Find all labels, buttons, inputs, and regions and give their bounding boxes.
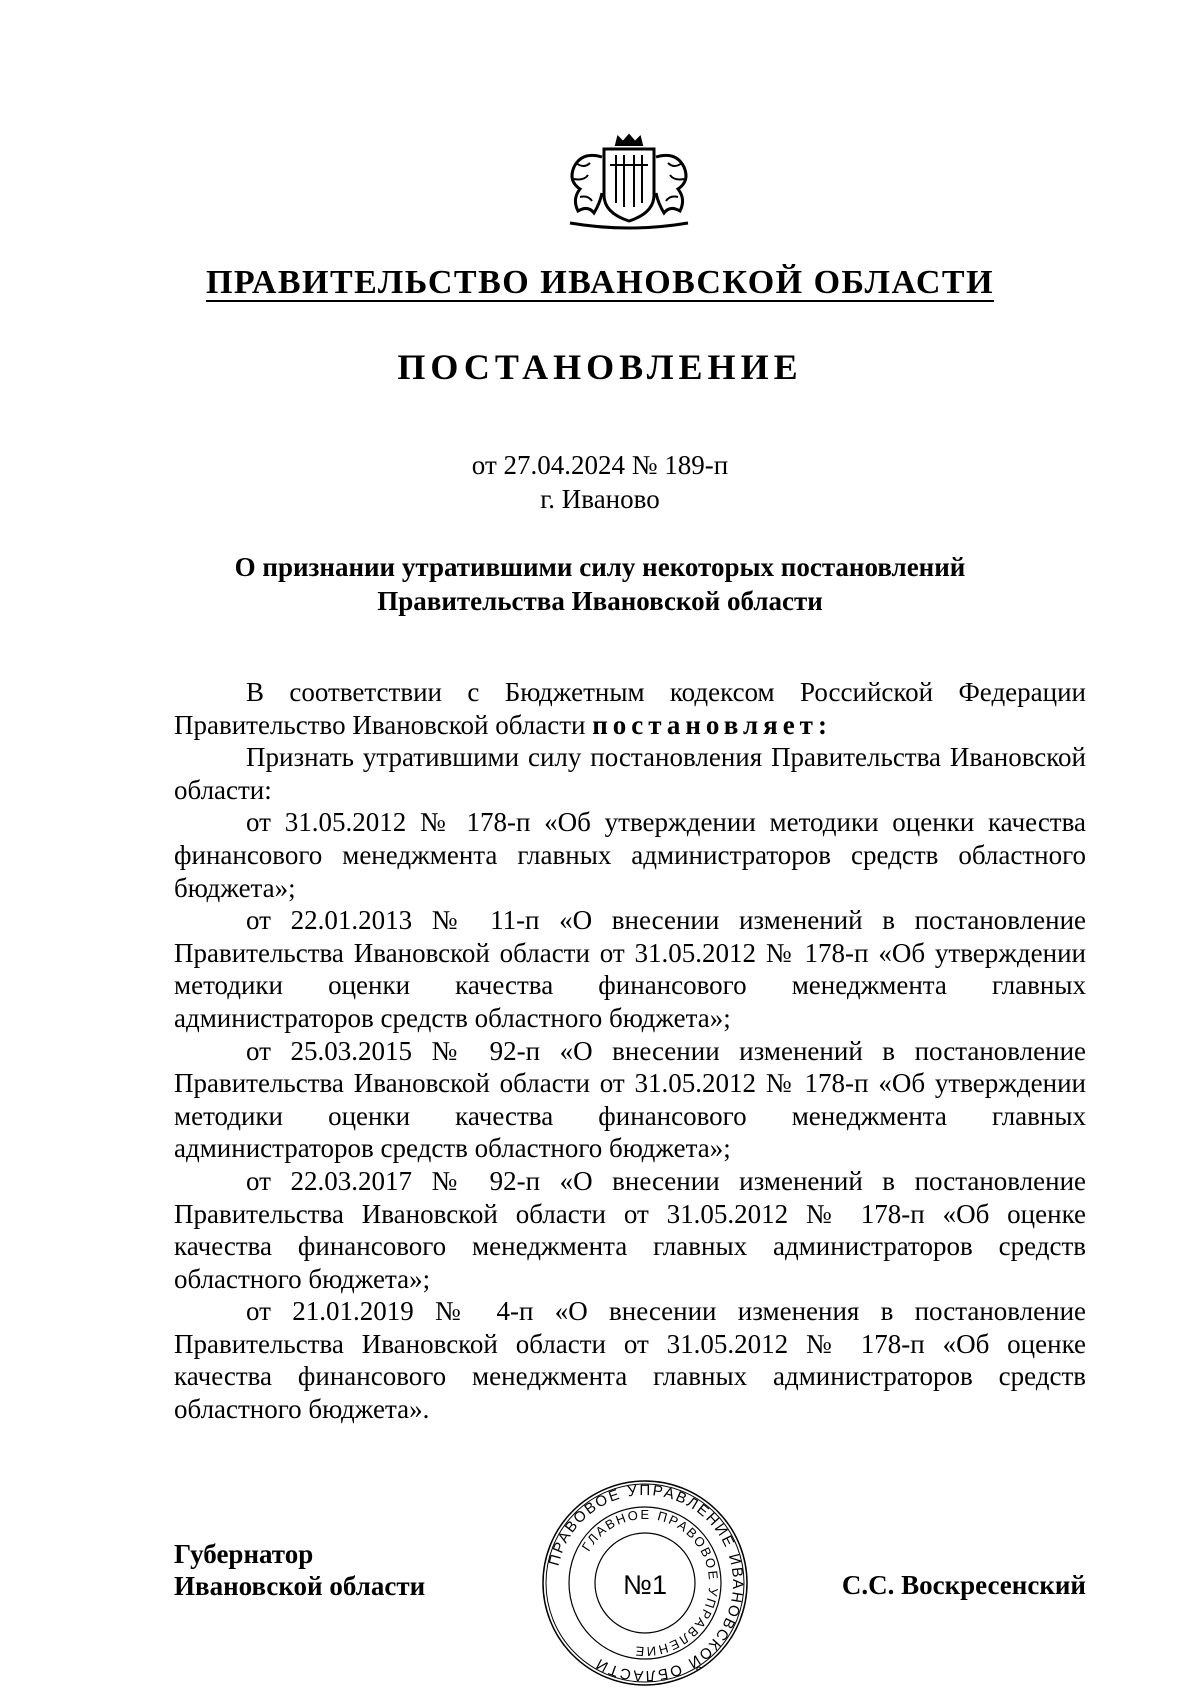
list-item: от 22.01.2013 № 11-п «О внесении изменений в постановление Правительства Ивановской области от 31.05.2012 № 178-п «Об утверждении методики оценки качества финансового менеджмента главных администраторов средств областного бюджета»; [174,905,1086,1033]
signatory-name: С.С. Воскресенский [841,1570,1086,1600]
list-item: от 31.05.2012 № 178-п «Об утверждении методики оценки качества финансового менеджмента главных администраторов средств областного бюджета»; [174,807,1086,903]
stamp-number: №1 [623,1570,667,1600]
document-subject [0,550,1200,618]
intro-paragraph [174,676,1086,741]
date-number: от 27.04.2024 № 189-п [471,450,729,480]
official-stamp [540,1478,750,1688]
stamp-inner-text: ГЛАВНОЕ ПРАВОВОЕ УПРАВЛЕНИЕ [578,1506,722,1660]
coat-of-arms-icon [560,133,698,233]
decision-paragraph: Признать утратившими силу постановления Правительства Ивановской области: [174,742,1086,805]
subject-line-1: О признании утратившими силу некоторых постановлений [234,552,966,582]
government-title: ПРАВИТЕЛЬСТВО ИВАНОВСКОЙ ОБЛАСТИ [205,264,995,301]
stamp-outer-text: ПРАВОВОЕ УПРАВЛЕНИЕ ИВАНОВСКОЙ ОБЛАСТИ [545,1481,747,1685]
position-line-2: Ивановской области [174,1571,426,1601]
list-item: от 22.03.2017 № 92-п «О внесении изменений в постановление Правительства Ивановской области от 31.05.2012 № 178-п «Об оценке качества финансового менеджмента главных администраторов средств областного бюджета»; [174,1165,1086,1294]
document-type: ПОСТАНОВЛЕНИЕ [397,347,803,387]
subject-line-2: Правительства Ивановской области [377,586,823,616]
position-line-1: Губернатор [174,1539,314,1569]
resolves-word: постановляет: [592,709,832,740]
city: г. Иваново [540,484,660,514]
list-item: от 21.01.2019 № 4-п «О внесении изменения в постановление Правительства Ивановской области от 31.05.2012 № 178-п «Об оценке качества финансового менеджмента главных администраторов средств областного бюджета». [174,1296,1086,1425]
intro-text: В соответствии с Бюджетным кодексом Российской Федерации Правительство Ивановской области [174,677,1086,740]
list-item: от 25.03.2015 № 92-п «О внесении изменений в постановление Правительства Ивановской области от 31.05.2012 № 178-п «Об утверждении методики оценки качества финансового менеджмента главных администраторов средств областного бюджета»; [174,1035,1086,1164]
signatory-position [174,1538,425,1602]
document-body [174,676,1086,1426]
